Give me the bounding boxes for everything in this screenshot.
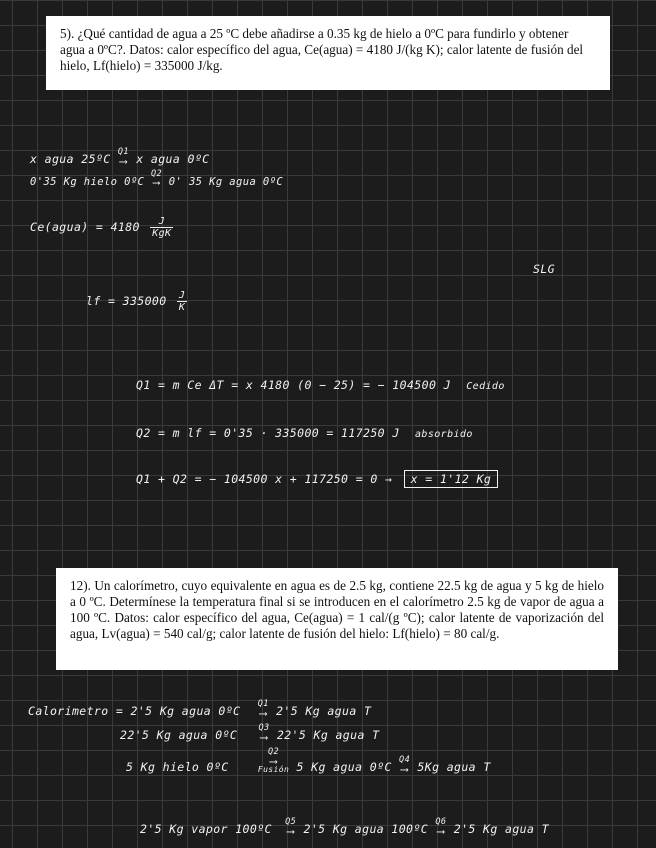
q4-label: Q4 [399,755,411,765]
note-agua-0: x agua 0ºC [136,152,210,166]
note12-r1-left: Calorimetro = 2'5 Kg agua 0ºC [28,704,241,718]
lf-unit: $\frac{J}{K}$ [178,290,186,313]
note12-r4-mid: 2'5 Kg agua 100ºC [303,822,429,836]
q5-label: Q5 [285,817,297,827]
lf-label: lf = [86,294,116,308]
note12-r4-right: 2'5 Kg agua T [453,822,549,836]
q2-label: Q2 [151,169,163,179]
problem-5-statement [46,16,610,90]
note12-r1-right: 2'5 Kg agua T [276,704,372,718]
fusion-label: Fusión [257,765,290,774]
equation-q2-text: Q2 = m lf = 0'35 · 335000 = 117250 J [136,426,400,440]
note12-vapor [140,818,549,836]
problem-12-statement [56,568,618,670]
note12-r4-left: 2'5 Kg vapor 100ºC [140,822,272,836]
ce-unit: $\frac{J}{\text{KgK}}$ [152,216,172,239]
note12-calorimetro [28,700,371,718]
q2-label: Q2 [267,747,280,757]
equation-q2 [136,426,473,440]
lf-value: 335000 [122,294,167,308]
q3-label: Q3 [258,723,270,733]
note-hielo: 0'35 Kg hielo 0ºC [30,176,145,188]
arrow-right-icon: ⟶ [437,824,445,838]
note12-hielo [126,748,491,774]
arrow-right-icon: ⟶ [119,154,128,168]
note12-r2-right: 22'5 Kg agua T [276,728,380,742]
problem-5-text: 5). ¿Qué cantidad de agua a 25 ºC debe añadirse a 0.35 kg de hielo a 0ºC para fundirlo y obtener agua a 0ºC?. Datos: calor específico del agua, Ce(agua) = 4180 J/(kg K); calor latente de fusión del hielo, Lf(hielo) = 335000 J/kg. [60,26,584,73]
arrow-right-icon: ⟶ [400,762,409,776]
equation-sum-text: Q1 + Q2 = − 104500 x + 117250 = 0 → [136,472,393,486]
equation-q1-note: Cedido [466,381,505,392]
note-ce [30,216,173,239]
note-agua-25: x agua 25ºC [30,152,111,166]
arrow-right-icon: ⟶ [287,824,295,838]
arrow-right-icon: ⟶ [153,177,160,189]
note12-r3-left: 5 Kg hielo 0ºC [126,760,229,774]
note12-r2-left: 22'5 Kg agua 0ºC [120,728,238,742]
equation-q1-text: Q1 = m Ce ΔT = x 4180 (0 − 25) = − 104500 J [136,378,451,392]
result-box: x = 1'12 Kg [404,470,499,488]
equation-q2-note: absorbido [414,429,473,440]
note-lf [86,290,187,313]
q1-label: Q1 [117,147,129,157]
ce-value: 4180 [110,220,140,234]
q6-label: Q6 [435,817,447,827]
note12-r3-right: 5Kg agua T [417,760,491,774]
arrow-right-icon: ⟶ [260,730,268,744]
equation-q1 [136,378,505,392]
problem-12-text: 12). Un calorímetro, cuyo equivalente en agua es de 2.5 kg, contiene 22.5 kg de agua y 5 kg de hielo a 0 ºC. Determínese la temperatura final si se introducen en el calorímetro 2.5 kg de vapor de agua a 100 ºC. Datos: calor específico del agua, Ce(agua) = 1 cal/(g ºC); calor latente de vaporización del agua, Lv(agua) = 540 cal/g; calor latente de fusión del hielo: Lf(hielo) = 80 cal/g. [70,578,604,641]
note-agua-035: 0' 35 Kg agua 0ºC [168,176,284,188]
note-line-agua-25 [30,148,210,166]
note-slg: SLG [533,262,555,276]
q1-label: Q1 [257,699,269,709]
arrow-right-icon: ⟶ [259,706,267,720]
note-line-hielo [30,170,283,188]
note12-r3-mid: 5 Kg agua 0ºC [296,760,392,774]
ce-label: Ce(agua) = [30,220,104,234]
equation-sum [136,470,498,488]
arrow-right-icon: ⟶ [269,754,278,768]
note12-agua [120,724,379,742]
